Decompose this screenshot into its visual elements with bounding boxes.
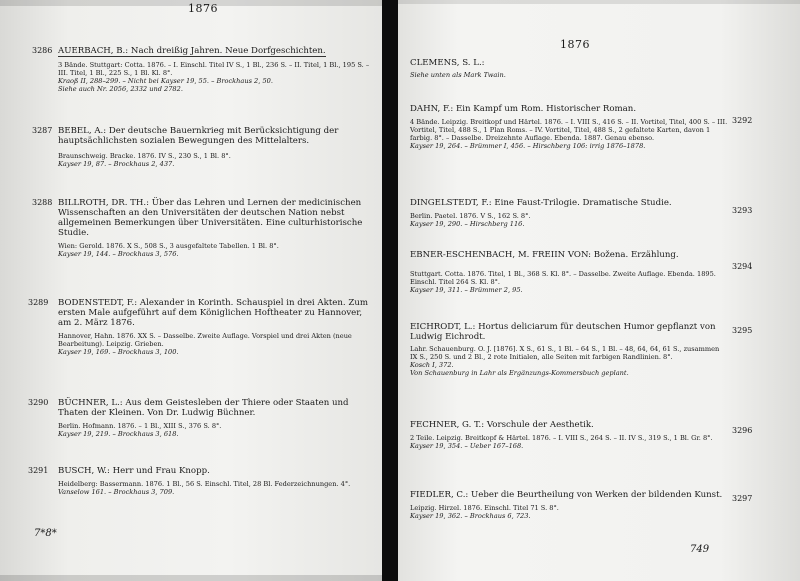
entry-number: 3288 (32, 198, 53, 207)
entry-number: 3289 (28, 298, 49, 307)
entry-3289 (28, 298, 376, 356)
right-page-number: 749 (690, 544, 710, 555)
entry-3294 (410, 250, 753, 294)
entry-title: EBNER-ESCHENBACH, M. FREIIN VON: Božena. Erzählung. (410, 250, 679, 260)
entry-title: BEBEL, A.: Der deutsche Bauernkrieg mit Berücksichtigung der hauptsächlichsten sozialen Bewegungen des Mittelalters. (58, 126, 339, 146)
entry-title: BUSCH, W.: Herr und Frau Knopp. (58, 466, 210, 476)
entry-title: BODENSTEDT, F.: Alexander in Korinth. Schauspiel in drei Akten. Zum ersten Male aufgeführt auf dem Königlichen Hoftheater zu Hannover, am 2. März 1876. (58, 298, 369, 328)
entry-publication: Berlin. Hofmann. 1876. – 1 Bl., XIII S., 376 S. 8°. (58, 422, 222, 430)
entry-reference: Kayser 19, 290. – Hirschberg 116. (410, 220, 525, 228)
entry-publication: Braunschweig. Bracke. 1876. IV S., 230 S., 1 Bl. 8°. (58, 152, 231, 160)
scan-noise (398, 0, 800, 4)
entry-reference-note: Von Schauenburg in Lahr als Ergänzungs-Kommersbuch geplant. (410, 369, 629, 377)
left-page-header: 1876 (188, 2, 218, 15)
entry-reference: Kayser 19, 354. – Ueber 167–168. (410, 442, 524, 450)
entry-number: 3295 (732, 326, 753, 335)
entry-reference: Kayser 19, 87. – Brockhaus 2, 437. (58, 160, 175, 168)
entry-reference: Kayser 19, 362. – Brockhaus 6, 723. (410, 512, 531, 520)
entry-number: 3290 (28, 398, 49, 407)
entry-reference: Kayser 19, 169. – Brockhaus 3, 100. (58, 348, 179, 356)
entry-reference: Kayser 19, 264. – Brümmer I, 456. – Hirschberg 106: irrig 1876–1878. (410, 142, 646, 150)
entry-publication: 2 Teile. Leipzig. Breitkopf & Härtel. 1876. – I. VIII S., 264 S. – II. IV S., 319 S., 1 Bl. Gr. 8°. (410, 434, 713, 442)
entry-reference: Kayser 19, 144. – Brockhaus 3, 576. (58, 250, 179, 258)
entry-reference: Kosch I, 372. (410, 361, 454, 369)
entry-number: 3292 (732, 116, 753, 125)
entry-title: AUERBACH, B.: Nach dreißig Jahren. Neue Dorfgeschichten. (58, 46, 326, 56)
entry-3286 (32, 46, 376, 93)
entry-3293 (410, 198, 753, 228)
entry-number: 3287 (32, 126, 53, 135)
entry-3288 (32, 198, 376, 258)
entry-reference: Kraoß II, 288–299. – Nicht bei Kayser 19, 55. – Brockhaus 2, 50. (58, 77, 273, 85)
entry-publication: 4 Bände. Leipzig. Breitkopf und Härtel. 1876. – I. VIII S., 416 S. – II. Vortitel, Titel, 400 S. – III. Vortitel, Titel, 488 S., 1 Plan Roms. – IV. Vortitel, Titel, 488 S., 2 gefaltete Karten, davon 1 farbig. 8°. – Dasselbe. Dreizehnte Auflage. Ebenda. 1887. Genau ebenso. (410, 118, 728, 142)
entry-publication: Wien: Gerold. 1876. X S., 508 S., 3 ausgefaltete Tabellen. 1 Bl. 8°. (58, 242, 279, 250)
book-gutter (382, 0, 398, 581)
entry-number: 3286 (32, 46, 53, 55)
entry-reference-note: Siehe auch Nr. 2056, 2332 und 2782. (58, 85, 183, 93)
right-page (398, 0, 800, 581)
entry-3290 (28, 398, 376, 438)
entry-3296 (410, 420, 753, 450)
entry-publication: Stuttgart. Cotta. 1876. Titel, 1 Bl., 368 S. Kl. 8°. – Dasselbe. Zweite Auflage. Ebenda. 1895. Einschl. Titel 264 S. Kl. 8°. (410, 270, 716, 286)
entry-number: 3297 (732, 494, 753, 503)
entry-3292 (410, 104, 753, 150)
entry-title: FIEDLER, C.: Ueber die Beurtheilung von Werken der bildenden Kunst. (410, 490, 723, 500)
scan-noise (0, 575, 382, 581)
scan-noise (0, 0, 382, 6)
entry-title: DINGELSTEDT, F.: Eine Faust-Trilogie. Dramatische Studie. (410, 198, 672, 208)
entry-reference: Kayser 19, 311. – Brümmer 2, 95. (410, 286, 523, 294)
entry-publication: 3 Bände. Stuttgart: Cotta. 1876. – I. Einschl. Titel IV S., 1 Bl., 236 S. – II. Titel, 1 Bl., 195 S. – III. Titel, 1 Bl., 225 S., 1 Bl. Kl. 8°. (58, 61, 370, 77)
entry-3297 (410, 490, 753, 520)
entry-3287 (32, 126, 376, 168)
entry-title: CLEMENS, S. L.: (410, 58, 485, 68)
entry-number: 3294 (732, 262, 753, 271)
entry-publication: Berlin. Paetel. 1876. V S., 162 S. 8°. (410, 212, 531, 220)
entry-number: 3291 (28, 466, 49, 475)
entry-title: BILLROTH, DR. TH.: Über das Lehren und Lernen der medicinischen Wissenschaften an den Universitäten der deutschen Nation nebst allgemeinen Bemerkungen über Universitäten. Eine culturhistorische Studie. (58, 198, 363, 238)
entry-publication: Leipzig. Hirzel. 1876. Einschl. Titel 71 S. 8°. (410, 504, 559, 512)
entry-number: 3293 (732, 206, 753, 215)
left-footer-mark: 7*8* (34, 528, 57, 539)
entry-publication: Lahr. Schauenburg. O. J. [1876]. X S., 61 S., 1 Bl. – 64 S., 1 Bl. – 48, 64, 64, 61 S., zusammen IX S., 250 S. und 2 Bl., 2 rote Initialen, alle Seiten mit farbigen Randlinien. 8°. (410, 345, 720, 361)
entry-reference: Vanselow 161. – Brockhaus 3, 709. (58, 488, 175, 496)
entry-3291 (28, 466, 376, 496)
entry-reference: Siehe unten als Mark Twain. (410, 71, 506, 79)
entry-publication: Heidelberg: Bassermann. 1876. 1 Bl., 56 S. Einschl. Titel, 28 Bl. Federzeichnungen. 4°. (58, 480, 351, 488)
entry-3295 (410, 322, 753, 377)
entry-number: 3296 (732, 426, 753, 435)
entry-reference: Kayser 19, 219. – Brockhaus 3, 618. (58, 430, 179, 438)
entry-title: EICHRODT, L.: Hortus deliciarum für deutschen Humor gepflanzt von Ludwig Eichrodt. (410, 322, 716, 342)
right-page-header: 1876 (560, 38, 590, 51)
entry-title: FECHNER, G. T.: Vorschule der Aesthetik. (410, 420, 594, 430)
entry-publication: Hannover, Hahn. 1876. XX S. – Dasselbe. Zweite Auflage. Vorspiel und drei Akten (neue Bearbeitung). Leipzig. Grieben. (58, 332, 352, 348)
left-page (0, 0, 382, 581)
entry-clemens (410, 58, 728, 79)
entry-title: DAHN, F.: Ein Kampf um Rom. Historischer Roman. (410, 104, 637, 114)
entry-title: BÜCHNER, L.: Aus dem Geistesleben der Thiere oder Staaten und Thaten der Kleinen. Von Dr. Ludwig Büchner. (58, 398, 349, 418)
